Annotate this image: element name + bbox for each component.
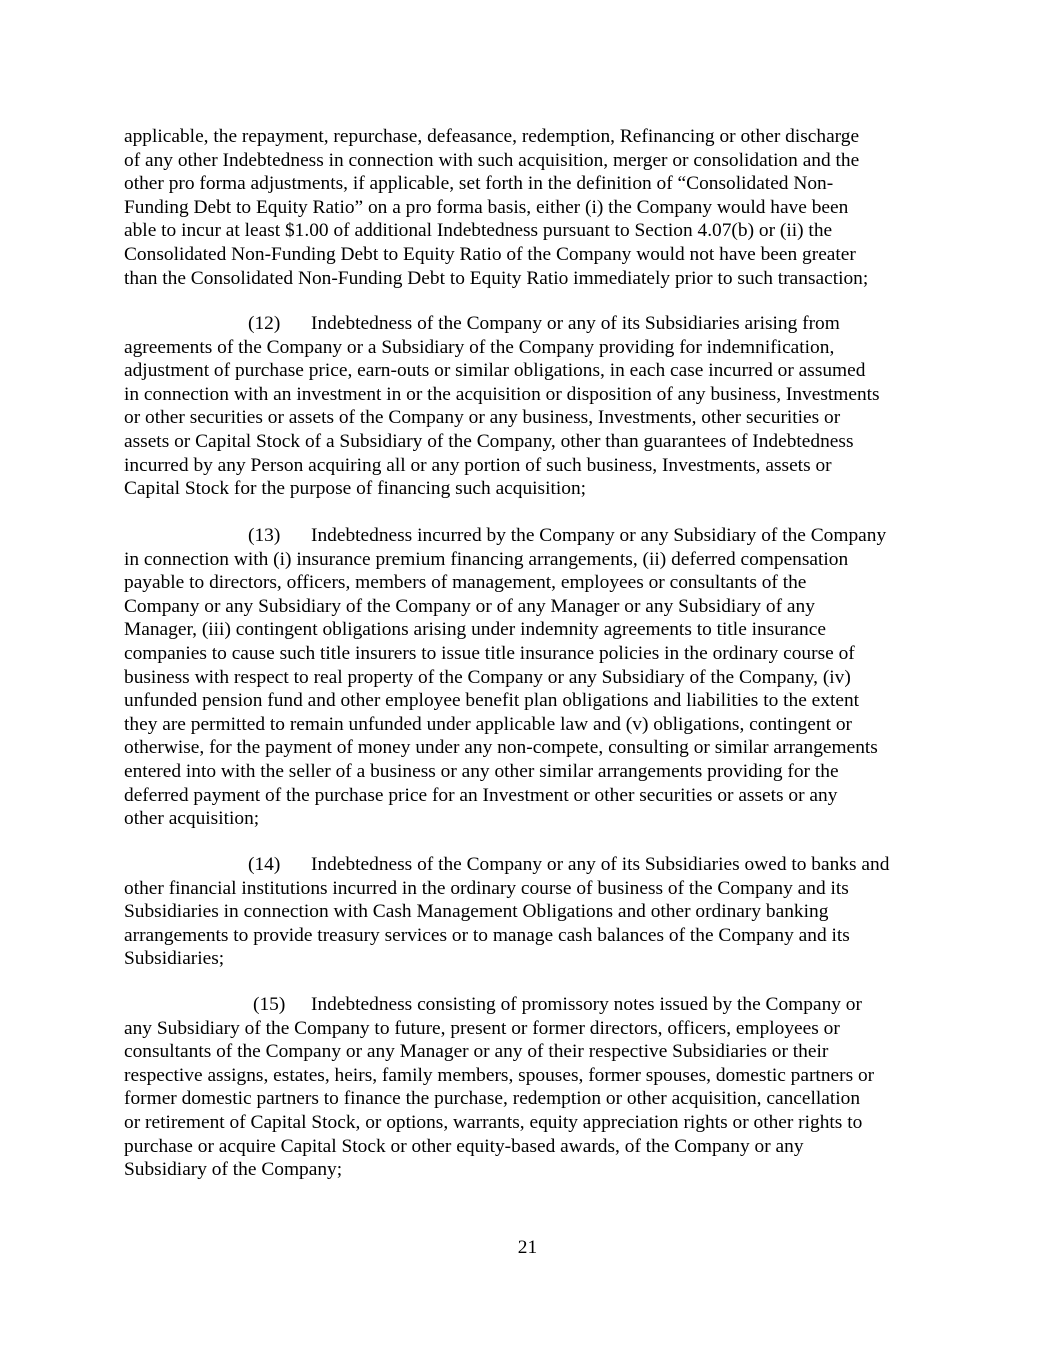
text-line: any Subsidiary of the Company to future, present or former directors, officers, employees or bbox=[124, 1017, 840, 1039]
clause-first-line bbox=[124, 853, 936, 877]
text-line: of any other Indebtedness in connection with such acquisition, merger or consolidation and the bbox=[124, 149, 860, 171]
text-line: otherwise, for the payment of money under any non-compete, consulting or similar arrangements bbox=[124, 737, 878, 759]
text-line: Funding Debt to Equity Ratio” on a pro forma basis, either (i) the Company would have been bbox=[124, 196, 849, 218]
text-line: than the Consolidated Non-Funding Debt to Equity Ratio immediately prior to such transaction; bbox=[124, 267, 869, 289]
text-line: or other securities or assets of the Company or any business, Investments, other securities or bbox=[124, 407, 841, 429]
clause-lead-text: Indebtedness of the Company or any of its Subsidiaries arising from bbox=[311, 313, 840, 334]
text-line: Manager, (iii) contingent obligations arising under indemnity agreements to title insurance bbox=[124, 619, 826, 641]
clause-first-line bbox=[124, 524, 936, 548]
clause-lead-text: Indebtedness consisting of promissory notes issued by the Company or bbox=[311, 994, 862, 1015]
text-line: adjustment of purchase price, earn-outs or similar obligations, in each case incurred or assumed bbox=[124, 360, 866, 382]
text-line: agreements of the Company or a Subsidiary of the Company providing for indemnification, bbox=[124, 336, 835, 358]
paragraph-continued bbox=[124, 125, 936, 290]
page-number: 21 bbox=[517, 1237, 538, 1258]
clause-13 bbox=[124, 524, 936, 831]
text-line: assets or Capital Stock of a Subsidiary of the Company, other than guarantees of Indebtedness bbox=[124, 430, 854, 452]
clause-number: (12) bbox=[248, 313, 281, 334]
text-line: deferred payment of the purchase price for an Investment or other securities or assets or any bbox=[124, 784, 838, 806]
text-line: in connection with (i) insurance premium financing arrangements, (ii) deferred compensation bbox=[124, 548, 849, 570]
text-line: purchase or acquire Capital Stock or other equity-based awards, of the Company or any bbox=[124, 1135, 804, 1157]
clause-14 bbox=[124, 853, 936, 971]
text-line: Consolidated Non-Funding Debt to Equity Ratio of the Company would not have been greater bbox=[124, 243, 856, 265]
clause-first-line bbox=[124, 312, 936, 336]
text-line: they are permitted to remain unfunded under applicable law and (v) obligations, contingent or bbox=[124, 713, 852, 735]
text-line: Subsidiaries in connection with Cash Management Obligations and other ordinary banking bbox=[124, 901, 829, 923]
text-line: applicable, the repayment, repurchase, defeasance, redemption, Refinancing or other discharge bbox=[124, 126, 860, 147]
text-line: Subsidiaries; bbox=[124, 948, 225, 970]
text-line: respective assigns, estates, heirs, family members, spouses, former spouses, domestic partners or bbox=[124, 1064, 875, 1086]
text-line: in connection with an investment in or the acquisition or disposition of any business, Investments bbox=[124, 383, 880, 405]
text-line: incurred by any Person acquiring all or any portion of such business, Investments, assets or bbox=[124, 454, 832, 476]
text-line: entered into with the seller of a business or any other similar arrangements providing for the bbox=[124, 760, 839, 782]
clause-first-line bbox=[124, 993, 936, 1017]
text-line: consultants of the Company or any Manager or any of their respective Subsidiaries or their bbox=[124, 1041, 829, 1063]
clause-lead-text: Indebtedness incurred by the Company or any Subsidiary of the Company bbox=[311, 525, 887, 546]
text-line: business with respect to real property of the Company or any Subsidiary of the Company, (iv) bbox=[124, 666, 851, 688]
text-line: Company or any Subsidiary of the Company or of any Manager or any Subsidiary of any bbox=[124, 595, 815, 617]
text-line: Capital Stock for the purpose of financing such acquisition; bbox=[124, 478, 587, 500]
clause-lead-text: Indebtedness of the Company or any of its Subsidiaries owed to banks and bbox=[311, 854, 890, 875]
text-line: other acquisition; bbox=[124, 808, 260, 830]
text-line: able to incur at least $1.00 of additional Indebtedness pursuant to Section 4.07(b) or (ii) the bbox=[124, 220, 833, 242]
text-line: or retirement of Capital Stock, or options, warrants, equity appreciation rights or other rights to bbox=[124, 1111, 863, 1133]
clause-number: (14) bbox=[248, 854, 281, 875]
text-line: former domestic partners to finance the purchase, redemption or other acquisition, cancellation bbox=[124, 1088, 861, 1110]
clause-15 bbox=[124, 993, 936, 1182]
text-line: payable to directors, officers, members of management, employees or consultants of the bbox=[124, 572, 807, 594]
text-line: unfunded pension fund and other employee benefit plan obligations and liabilities to the extent bbox=[124, 690, 860, 712]
text-line: Subsidiary of the Company; bbox=[124, 1159, 343, 1181]
clause-number: (13) bbox=[248, 525, 281, 546]
clause-12 bbox=[124, 312, 936, 501]
clause-number: (15) bbox=[253, 994, 286, 1015]
text-line: arrangements to provide treasury services or to manage cash balances of the Company and its bbox=[124, 924, 850, 946]
text-line: other financial institutions incurred in the ordinary course of business of the Company and its bbox=[124, 877, 849, 899]
text-line: companies to cause such title insurers to issue title insurance policies in the ordinary course of bbox=[124, 642, 855, 664]
text-line: other pro forma adjustments, if applicable, set forth in the definition of “Consolidated Non- bbox=[124, 173, 834, 195]
